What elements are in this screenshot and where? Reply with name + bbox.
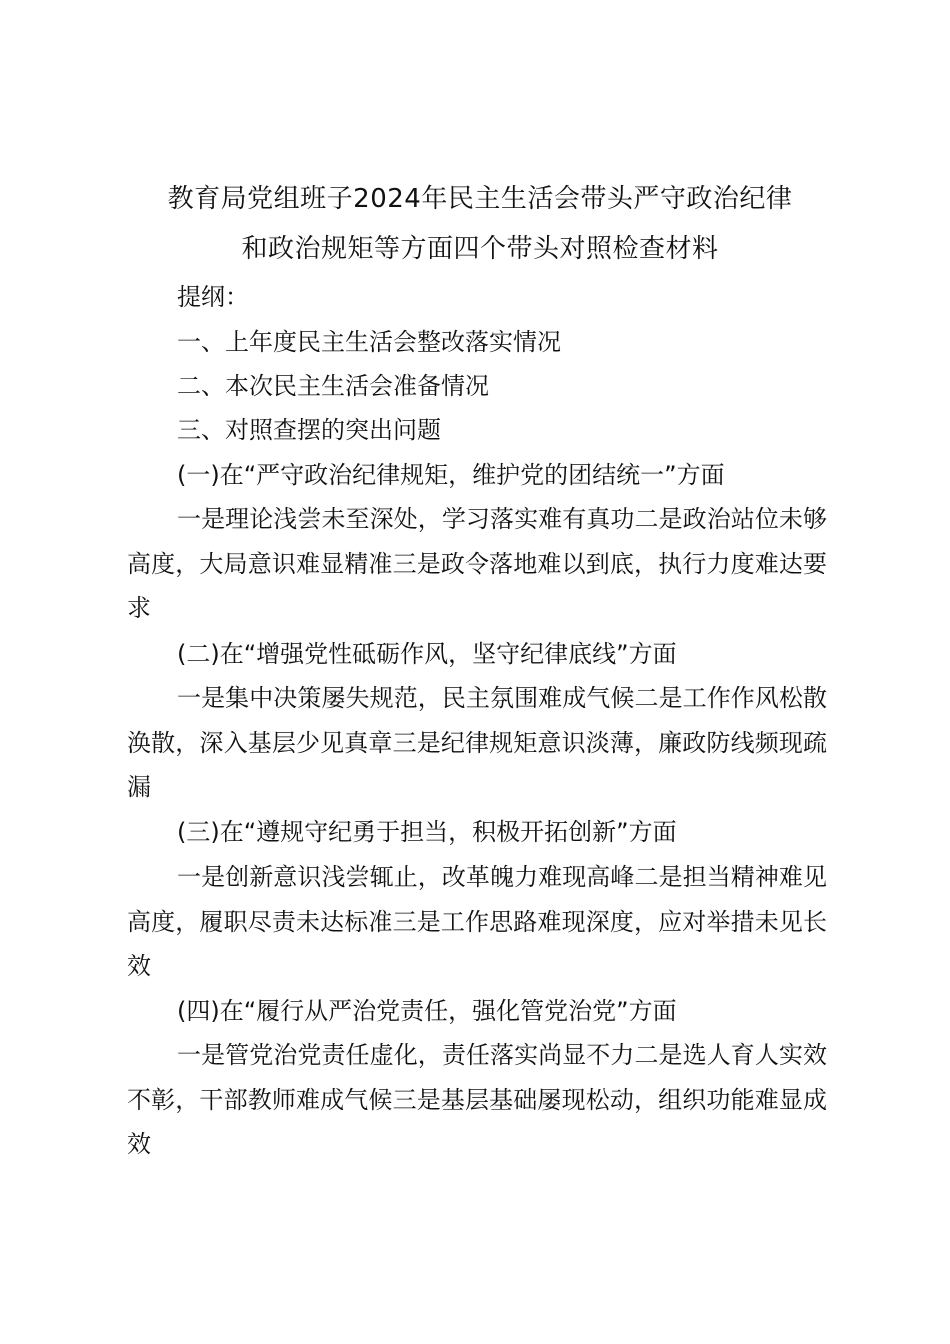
document-title-line-2: 和政治规矩等方面四个带头对照检查材料 <box>241 234 719 264</box>
outline-item-3: 三、对照查摆的突出问题 <box>177 416 441 444</box>
section-3-body: 一是创新意识浅尝辄止，改革魄力难现高峰二是担当精神难见高度，履职尽责未达标准三是工作思路难现深度，应对举措未见长效 <box>127 863 827 980</box>
section-3-heading: (三)在“遵规守纪勇于担当，积极开拓创新”方面 <box>177 818 677 846</box>
outline-item-1: 一、上年度民主生活会整改落实情况 <box>177 328 561 356</box>
section-2-heading: (二)在“增强党性砥砺作风，坚守纪律底线”方面 <box>177 640 677 668</box>
outline-label: 提纲： <box>177 283 249 311</box>
document-title-line-1: 教育局党组班子2024年民主生活会带头严守政治纪律 <box>167 184 793 214</box>
section-1-heading: (一)在“严守政治纪律规矩，维护党的团结统一”方面 <box>177 461 725 489</box>
section-1-body: 一是理论浅尝未至深处，学习落实难有真功二是政治站位未够高度，大局意识难显精准三是政令落地难以到底，执行力度难达要求 <box>127 505 827 622</box>
outline-item-2: 二、本次民主生活会准备情况 <box>177 372 489 400</box>
section-4-body: 一是管党治党责任虚化，责任落实尚显不力二是选人育人实效不彰，干部教师难成气候三是基层基础屡现松动，组织功能难显成效 <box>127 1041 827 1158</box>
section-4-heading: (四)在“履行从严治党责任，强化管党治党”方面 <box>177 997 677 1025</box>
section-2-body: 一是集中决策屡失规范，民主氛围难成气候二是工作作风松散涣散，深入基层少见真章三是纪律规矩意识淡薄，廉政防线频现疏漏 <box>127 684 827 801</box>
